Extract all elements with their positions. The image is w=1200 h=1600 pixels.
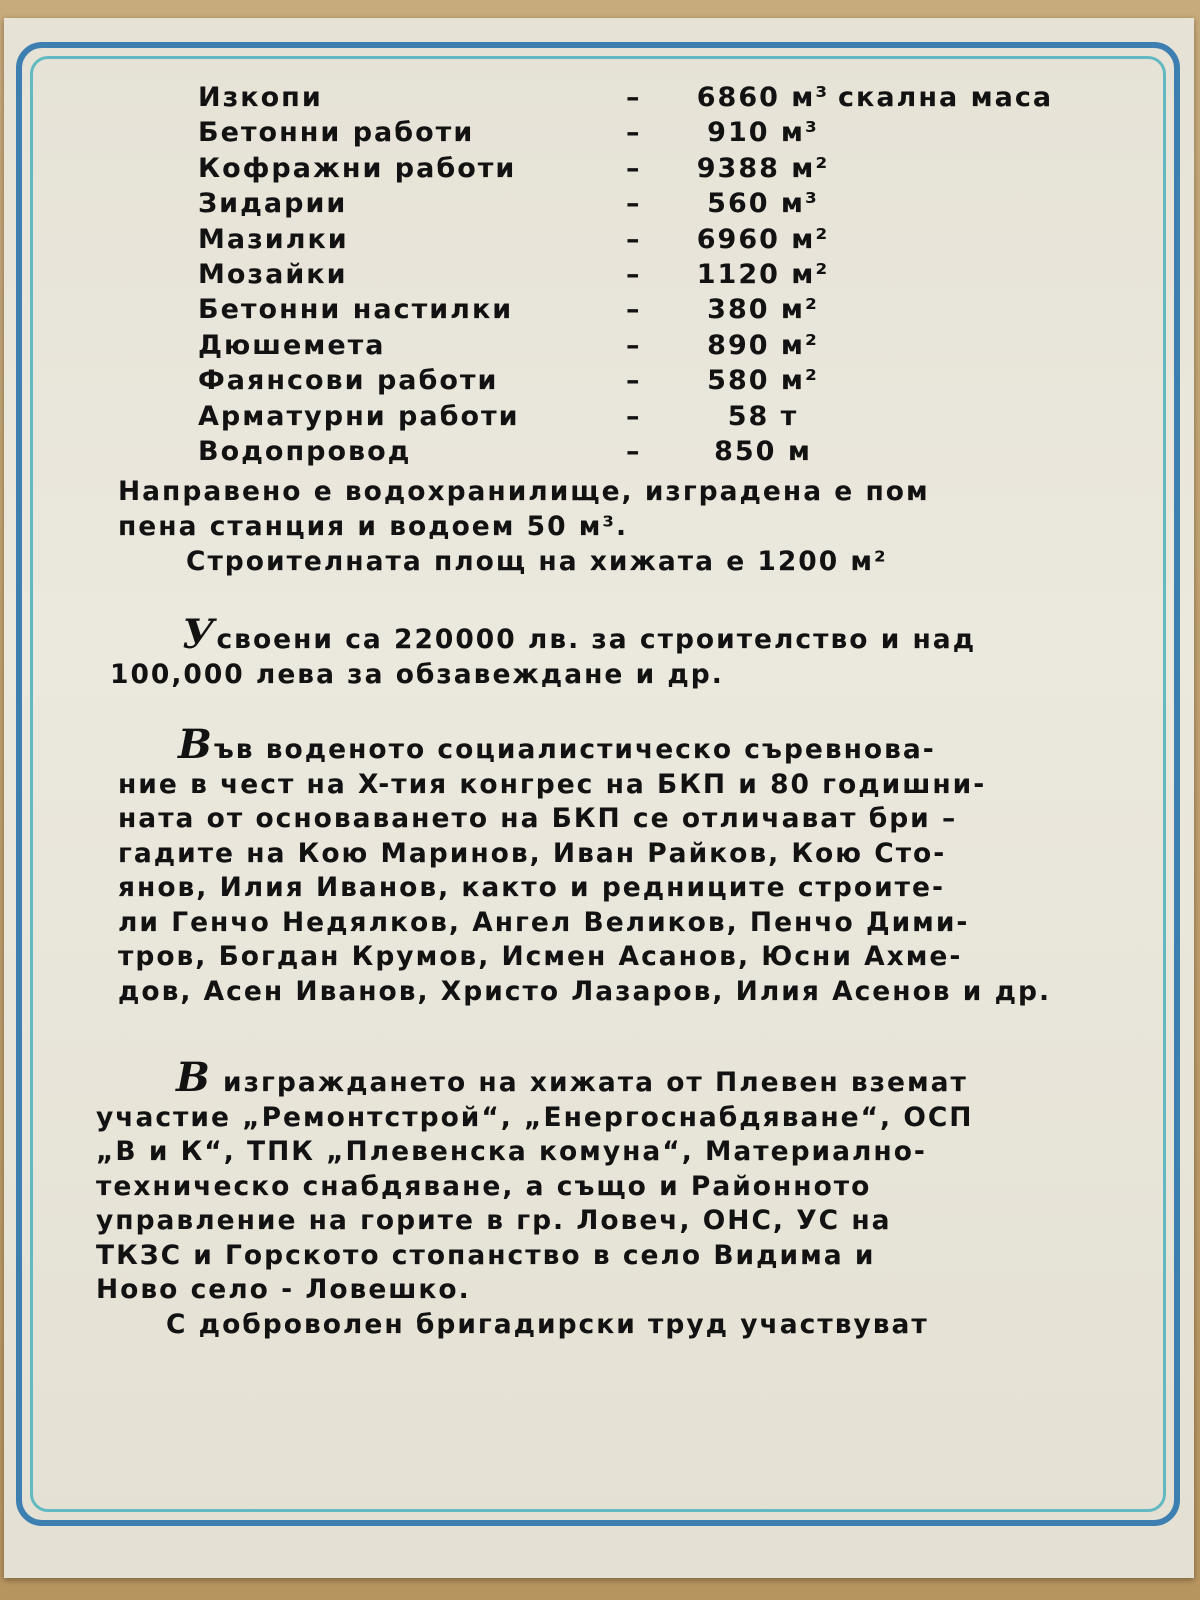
works-name: Водопровод <box>198 435 412 467</box>
works-quantity: 6960 м² <box>696 223 830 255</box>
works-quantity: 380 м² <box>707 294 819 326</box>
works-item <box>198 434 1098 469</box>
works-name: Мазилки <box>198 223 349 255</box>
text-line: янов, Илия Иванов, както и редниците строите- <box>118 872 945 903</box>
works-note: скална маса <box>838 82 1054 113</box>
works-list <box>198 80 1098 469</box>
works-quantity: 9388 м² <box>696 152 830 184</box>
text-line: Строителната площ на хижата е 1200 м² <box>186 546 888 577</box>
text-line: тров, Богдан Крумов, Исмен Асанов, Юсни Ахме- <box>118 941 963 972</box>
works-dash: – <box>626 258 642 290</box>
works-item <box>198 115 1098 150</box>
works-item <box>198 186 1098 221</box>
works-item <box>198 151 1098 186</box>
drop-cap: В <box>176 1054 212 1101</box>
text-line: ние в чест на X-тия конгрес на БКП и 80 годишни- <box>118 768 987 800</box>
works-dash: – <box>626 188 642 220</box>
works-dash: – <box>626 117 642 149</box>
text-line: ТКЗС и Горското стопанство в село Видима и <box>96 1239 876 1271</box>
text-line: ната от основаването на БКП се отличават бри – <box>118 803 958 834</box>
works-dash: – <box>626 329 642 361</box>
text-line: участие „Ремонтстрой“, „Енергоснабдяване“, ОСП <box>96 1101 974 1133</box>
works-name: Изкопи <box>198 82 323 113</box>
works-dash: – <box>626 400 642 432</box>
text-line: Ново село - Ловешко. <box>96 1274 471 1305</box>
works-item <box>198 222 1098 257</box>
funds-paragraph <box>110 611 977 692</box>
text-line <box>96 1054 974 1101</box>
competition-paragraph <box>118 721 1052 1009</box>
water-paragraph <box>118 475 930 544</box>
works-quantity: 850 м <box>714 435 812 467</box>
works-dash: – <box>626 152 642 184</box>
works-name: Фаянсови работи <box>198 365 499 397</box>
works-name: Арматурни работи <box>198 400 520 432</box>
drop-cap: У <box>182 611 217 658</box>
works-item <box>198 363 1098 398</box>
works-dash: – <box>626 223 642 255</box>
works-item <box>198 80 1098 115</box>
text-line <box>110 611 977 658</box>
works-item <box>198 399 1098 434</box>
text-line: дов, Асен Иванов, Христо Лазаров, Илия Асенов и др. <box>118 975 1052 1007</box>
works-quantity: 1120 м² <box>696 258 830 290</box>
text-line: С доброволен бригадирски труд участвуват <box>166 1308 929 1340</box>
works-name: Дюшемета <box>198 329 386 361</box>
text-line: 100,000 лева за обзавеждане и др. <box>110 658 724 690</box>
works-dash: – <box>626 82 642 113</box>
participants-paragraph <box>96 1054 974 1342</box>
works-name: Бетонни настилки <box>198 294 514 326</box>
works-quantity: 560 м³ <box>707 188 819 220</box>
text-line: Направено е водохранилище, изградена е пом <box>118 476 930 507</box>
works-quantity: 890 м² <box>707 329 819 361</box>
text-run: изграждането на хижата от Плевен вземат <box>211 1067 968 1098</box>
works-dash: – <box>626 365 642 397</box>
works-name: Бетонни работи <box>198 117 475 149</box>
text-line: техническо снабдяване, а също и Районното <box>96 1170 872 1202</box>
works-dash: – <box>626 435 642 467</box>
works-quantity: 580 м² <box>707 365 819 397</box>
text-line <box>118 721 1051 768</box>
works-quantity: 58 т <box>727 400 799 432</box>
text-line: пена станция и водоем 50 м³. <box>118 510 629 542</box>
text-line: „В и К“, ТПК „Плевенска комуна“, Материално- <box>96 1136 927 1167</box>
works-quantity: 910 м³ <box>707 117 819 149</box>
works-item <box>198 328 1098 363</box>
text-run: ъв воденото социалистическо съревнова- <box>213 734 936 765</box>
works-item <box>198 292 1098 327</box>
works-quantity: 6860 м³ <box>696 82 830 113</box>
works-name: Мозайки <box>198 258 348 290</box>
works-name: Зидарии <box>198 188 348 220</box>
text-line: гадите на Кою Маринов, Иван Райков, Кою Сто- <box>118 837 947 869</box>
text-line: ли Генчо Недялков, Ангел Великов, Пенчо Дими- <box>118 906 970 938</box>
text-run: своени са 220000 лв. за строителство и над <box>216 624 977 655</box>
text-line: управление на горите в гр. Ловеч, ОНС, УС на <box>96 1205 892 1236</box>
works-dash: – <box>626 294 642 326</box>
drop-cap: В <box>178 721 214 768</box>
area-paragraph <box>186 545 888 580</box>
works-item <box>198 257 1098 292</box>
works-name: Кофражни работи <box>198 152 517 184</box>
